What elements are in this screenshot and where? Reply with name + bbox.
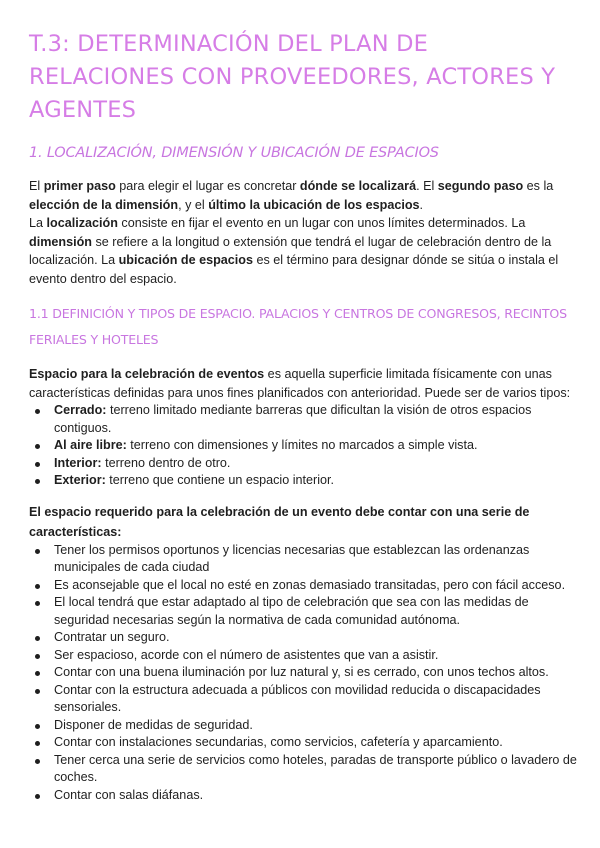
list-item: Contar con instalaciones secundarias, como servicios, cafetería y aparcamiento. <box>29 734 579 752</box>
list-item: Ser espacioso, acorde con el número de asistentes que van a asistir. <box>29 647 579 665</box>
section-1-1-heading: 1.1 DEFINICIÓN Y TIPOS DE ESPACIO. PALACIOS Y CENTROS DE CONGRESOS, RECINTOS FERIALES Y HOTELES <box>29 306 567 347</box>
document-page <box>29 28 579 804</box>
list-item: Contar con la estructura adecuada a públicos con movilidad reducida o discapacidades sensoriales. <box>29 682 579 717</box>
list-item: Contratar un seguro. <box>29 629 579 647</box>
list-item: Tener los permisos oportunos y licencias necesarias que establezcan las ordenanzas municipales de cada ciudad <box>29 542 579 577</box>
requirements-list <box>29 542 579 805</box>
list-item: Cerrado: terreno limitado mediante barreras que dificultan la visión de otros espacios contiguos. <box>29 402 579 437</box>
list-item: Disponer de medidas de seguridad. <box>29 717 579 735</box>
list-item: Es aconsejable que el local no esté en zonas demasiado transitadas, pero con fácil acceso. <box>29 577 579 595</box>
list-item: Exterior: terreno que contiene un espacio interior. <box>29 472 579 490</box>
list-item: Contar con salas diáfanas. <box>29 787 579 805</box>
list-item: Tener cerca una serie de servicios como hoteles, paradas de transporte público o lavadero de coches. <box>29 752 579 787</box>
list-item: El local tendrá que estar adaptado al tipo de celebración que sea con las medidas de seguridad necesarias según la normativa de cada comunidad autónoma. <box>29 594 579 629</box>
space-definition-paragraph: Espacio para la celebración de eventos es aquella superficie limitada físicamente con unas características definidas para unos fines planificados con anterioridad. Puede ser de varios tipos: <box>29 367 571 400</box>
document-title: T.3: DETERMINACIÓN DEL PLAN DE RELACIONES CON PROVEEDORES, ACTORES Y AGENTES <box>29 31 556 123</box>
requirements-heading: El espacio requerido para la celebración de un evento debe contar con una serie de características: <box>29 504 530 539</box>
list-item: Contar con una buena iluminación por luz natural y, si es cerrado, con unos techos altos. <box>29 664 579 682</box>
space-types-list <box>29 402 579 490</box>
list-item: Interior: terreno dentro de otro. <box>29 455 579 473</box>
list-item: Al aire libre: terreno con dimensiones y límites no marcados a simple vista. <box>29 437 579 455</box>
section-1-paragraph-1: El primer paso para elegir el lugar es concretar dónde se localizará. El segundo paso es la elección de la dimensión, y el último la ubicación de los espacios. <box>29 179 554 212</box>
section-1-paragraph-2: La localización consiste en fijar el evento en un lugar con unos límites determinados. La dimensión se refiere a la longitud o extensión que tendrá el lugar de celebración dentro de la localización. La ubicación de espacios es el término para designar dónde se sitúa o instala el evento dentro del espacio. <box>29 216 559 286</box>
section-1-heading: 1. LOCALIZACIÓN, DIMENSIÓN Y UBICACIÓN DE ESPACIOS <box>29 145 439 161</box>
